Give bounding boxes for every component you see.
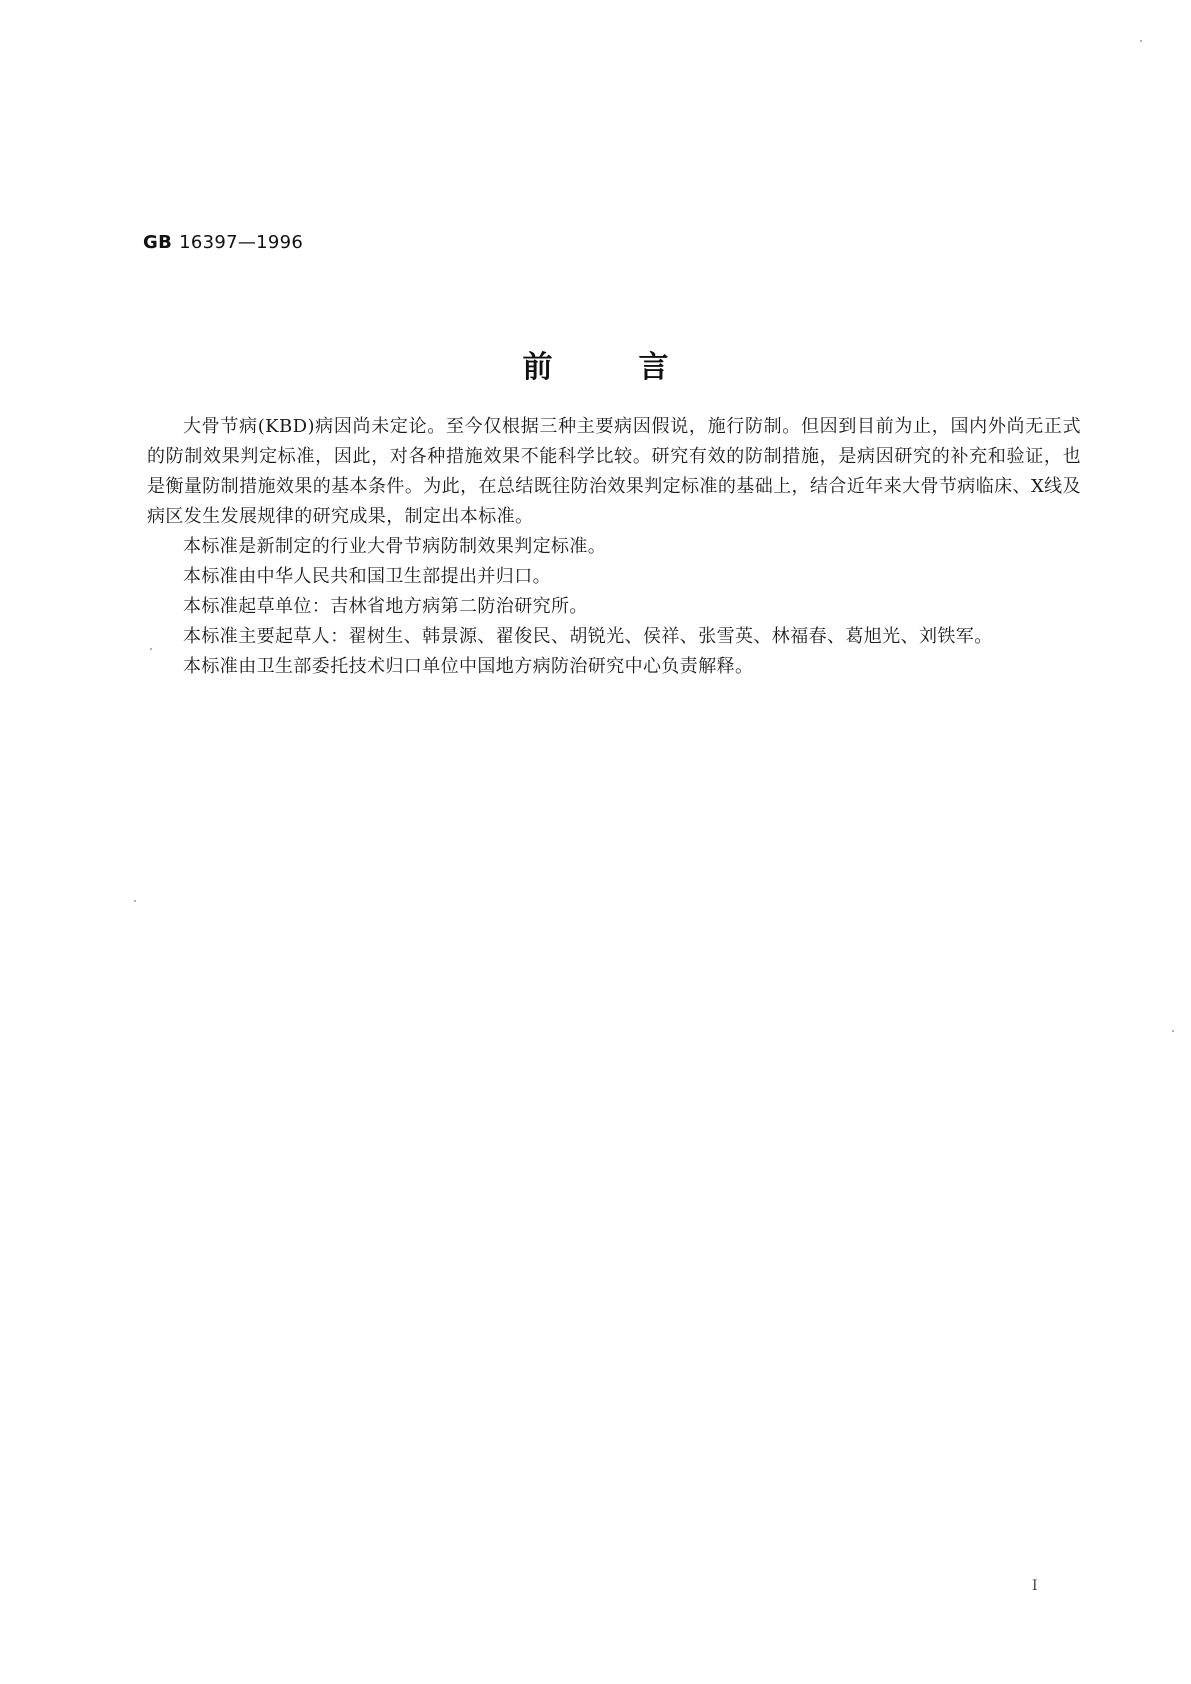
page-number: I bbox=[1032, 1578, 1038, 1594]
foreword-paragraph-interpretation: 本标准由卫生部委托技术归口单位中国地方病防治研究中心负责解释。 bbox=[183, 656, 754, 677]
standard-number: 16397—1996 bbox=[179, 232, 304, 253]
foreword-paragraph-drafting-unit: 本标准起草单位：吉林省地方病第二防治研究所。 bbox=[183, 596, 588, 617]
scan-speck bbox=[134, 900, 136, 902]
foreword-paragraph-proposer: 本标准由中华人民共和国卫生部提出并归口。 bbox=[183, 566, 551, 587]
standard-prefix: GB bbox=[143, 232, 173, 253]
foreword-paragraph-drafters: 本标准主要起草人：翟树生、韩景源、翟俊民、胡锐光、侯祥、张雪英、林福春、葛旭光、刘铁军。 bbox=[183, 626, 993, 647]
foreword-paragraph-new-standard: 本标准是新制定的行业大骨节病防制效果判定标准。 bbox=[183, 536, 607, 557]
title-char-1: 前 bbox=[522, 350, 553, 385]
standard-code bbox=[143, 232, 303, 253]
foreword-paragraph-intro: 大骨节病(KBD)病因尚未定论。至今仅根据三种主要病因假说，施行防制。但因到目前为止，国内外尚无正式的防制效果判定标准，因此，对各种措施效果不能科学比较。研究有效的防制措施，是病因研究的补充和验证，也是衡量防制措施效果的基本条件。为此，在总结既往防治效果判定标准的基础上，结合近年来大骨节病临床、X线及病区发生发展规律的研究成果，制定出本标准。 bbox=[147, 416, 1081, 527]
title-char-2: 言 bbox=[638, 350, 669, 385]
scan-speck bbox=[150, 648, 152, 650]
foreword-body bbox=[147, 412, 1081, 682]
scan-speck bbox=[1172, 1030, 1174, 1032]
page-title bbox=[0, 348, 1191, 388]
scan-speck bbox=[1140, 40, 1142, 42]
